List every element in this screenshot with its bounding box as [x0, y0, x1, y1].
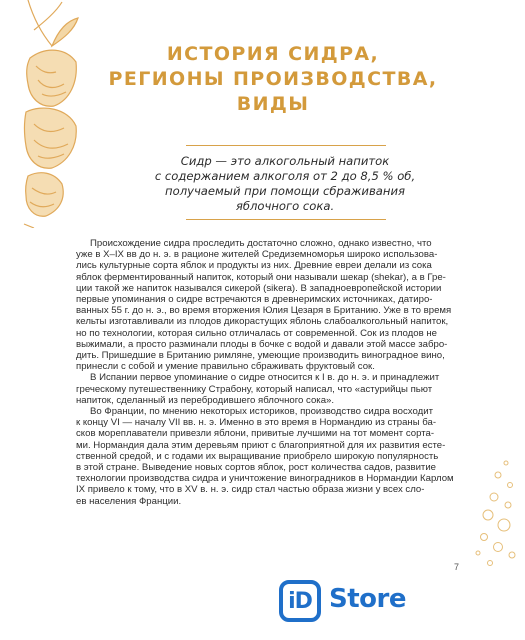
chapter-title-line-2: РЕГИОНЫ ПРОИЗВОДСТВА,	[108, 68, 438, 90]
paragraph-line: ев населения Франции.	[76, 495, 182, 507]
chapter-title-line-1: ИСТОРИЯ СИДРА,	[166, 43, 380, 65]
paragraph-line: яблок ферментированный напиток, который они называли шекар (shekar), а в Гре-	[76, 271, 446, 283]
paragraph-line: ственной средой, и с годами их выращивание приобрело широкую популярность	[76, 450, 439, 462]
paragraph-line: Во Франции, по мнению некоторых историков, производство сидра восходит	[90, 406, 433, 418]
paragraph-line: Происхождение сидра проследить достаточно сложно, однако известно, что	[90, 238, 432, 249]
paragraph-line: ми. Нормандия дала этим деревьям приют с благоприятной для их развития есте-	[76, 439, 446, 451]
cider-definition	[140, 154, 430, 214]
paragraph-line: первые упоминания о сидре встречаются в древнеримских источниках, датиро-	[76, 294, 433, 306]
store-logo-badge-text: iD	[288, 588, 312, 614]
paragraph-line: В Испании первое упоминание о сидре относится к I в. до н. э. и принадлежит	[90, 372, 440, 384]
store-logo	[279, 580, 459, 622]
paragraph-line: сков мореплаватели привезли яблони, привитые лучшими на тот момент сорта-	[76, 428, 435, 440]
page-corner-mark: 7	[454, 562, 460, 572]
paragraph-line: ванных 55 г. до н. э., во время вторжения Юлия Цезаря в Британию. Уже в то время	[76, 305, 452, 317]
paragraph-line: напиток, сделанный из перебродившего яблочного сока».	[76, 394, 335, 406]
chapter-title-line-3: ВИДЫ	[236, 93, 310, 115]
apple-branch-illustration	[22, 0, 80, 228]
paragraph-line: ции такой же напиток назывался сикерой (sikera). В западноевропейской истории	[76, 282, 442, 294]
paragraph-line: в этой стране. Выведение новых сортов яблок, рост количества садов, развитие	[76, 462, 437, 474]
definition-top-divider	[186, 145, 386, 146]
paragraph-line: кельты изготавливали из плодов дикорастущих яблонь слабоалкогольный напиток,	[76, 316, 449, 328]
paragraph-line: уже в X–IX вв до н. э. в рационе жителей Средиземноморья широко использова-	[76, 249, 438, 261]
definition-bottom-divider	[186, 219, 386, 220]
paragraph-line: греческому путешественнику Страбону, который написал, что «астурийцы пьют	[76, 383, 433, 395]
store-logo-badge	[279, 580, 321, 622]
paragraph-line: дить. Пришедшие в Британию римляне, умеющие производить виноградное вино,	[76, 350, 445, 362]
store-logo-word: Store	[329, 584, 406, 614]
bubbles-decoration	[468, 455, 518, 575]
paragraph-line: технологии производства сидра и уничтожение виноградников в Нормандии Карлом	[76, 473, 454, 485]
paragraph-line: лись культурные сорта яблок и продукты из них. Древние евреи делали из сока	[76, 260, 432, 272]
paragraph-line: выжимали, а просто разминали плоды в бочке с водой и давали этой массе забро-	[76, 338, 448, 350]
chapter-title	[108, 42, 438, 117]
paragraph-line: принесли с собой и умение правильно сбраживать фруктовый сок.	[76, 361, 375, 373]
definition-line: яблочного сока.	[235, 199, 335, 213]
paragraph-line: но по технологии, которая сильно отличалась от современной. Сок из плодов не	[76, 327, 437, 339]
definition-line: Сидр — это алкогольный напиток	[180, 154, 390, 168]
paragraph-line: IX привело к тому, что в XV в. н. э. сидр стал частью образа жизни у всех сло-	[76, 484, 425, 496]
definition-line: получаемый при помощи сбраживания	[165, 184, 405, 198]
body-text	[76, 238, 456, 507]
definition-line: с содержанием алкоголя от 2 до 8,5 % об,	[154, 169, 416, 183]
paragraph-line: к концу VI — началу VII вв. н. э. Именно в это время в Нормандию из страны ба-	[76, 417, 437, 429]
